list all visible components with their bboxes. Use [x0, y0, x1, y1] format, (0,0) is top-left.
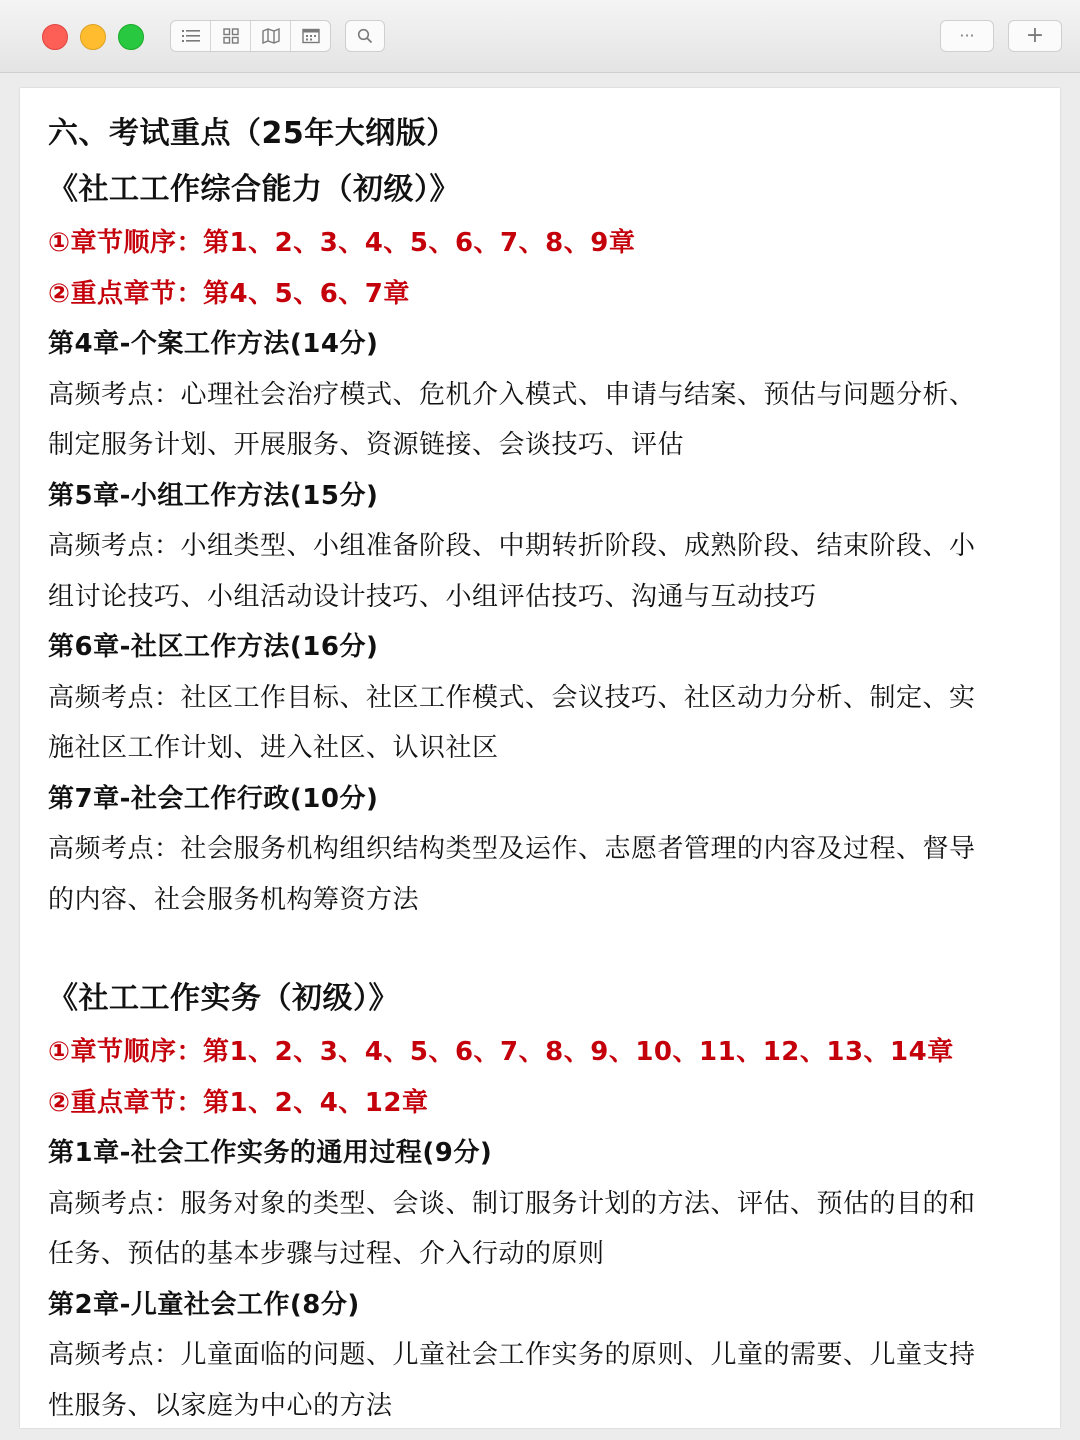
chapter-title: 第5章-小组工作方法(15分) — [48, 480, 379, 511]
more-icon: ··· — [959, 26, 975, 45]
plus-icon: + — [1025, 23, 1045, 48]
title-bar — [0, 0, 1080, 73]
grid-icon — [223, 28, 239, 44]
list-view-button[interactable] — [171, 21, 211, 51]
calendar-icon — [302, 28, 320, 44]
keypoints-line: 制定服务计划、开展服务、资源链接、会谈技巧、评估 — [48, 430, 685, 460]
view-switcher — [170, 20, 331, 52]
list-icon — [182, 29, 200, 43]
section-gap — [48, 925, 1038, 971]
chapter-title: 第4章-个案工作方法(14分) — [48, 329, 379, 359]
keypoints-line: 任务、预估的基本步骤与过程、介入行动的原则 — [48, 1239, 605, 1269]
search-icon — [357, 28, 373, 44]
calendar-view-button[interactable] — [291, 21, 330, 51]
minimize-window-button[interactable] — [80, 24, 106, 50]
keypoints-line: 组讨论技巧、小组活动设计技巧、小组评估技巧、沟通与互动技巧 — [48, 581, 817, 612]
chapter-title: 第6章-社区工作方法(16分) — [48, 632, 379, 662]
grid-view-button[interactable] — [211, 21, 251, 51]
keypoints-line: 高频考点：社会服务机构组织结构类型及运作、志愿者管理的内容及过程、督导 — [48, 834, 976, 864]
page-title: 六、考试重点（25年大纲版） — [48, 116, 457, 151]
section-practice — [48, 971, 1038, 1431]
book-title: 《社工工作实务（初级）》 — [48, 981, 399, 1016]
chapter-title: 第1章-社会工作实务的通用过程(9分) — [48, 1138, 493, 1168]
chapter-title: 第7章-社会工作行政(10分) — [48, 783, 379, 814]
add-button[interactable] — [1008, 20, 1062, 52]
map-icon — [262, 28, 280, 44]
keypoints-line: 高频考点：服务对象的类型、会谈、制订服务计划的方法、评估、预估的目的和 — [48, 1188, 976, 1219]
more-button[interactable] — [940, 20, 994, 52]
key-chapters: ②重点章节：第1、2、4、12章 — [48, 1087, 429, 1118]
note-content — [48, 106, 1038, 1431]
book-title: 《社工工作综合能力（初级）》 — [48, 172, 460, 207]
chapter-order: ①章节顺序：第1、2、3、4、5、6、7、8、9章 — [48, 228, 636, 258]
keypoints-line: 施社区工作计划、进入社区、认识社区 — [48, 733, 499, 763]
keypoints-line: 性服务、以家庭为中心的方法 — [48, 1390, 393, 1421]
note-page[interactable] — [20, 88, 1060, 1428]
chapter-title: 第2章-儿童社会工作(8分) — [48, 1289, 360, 1320]
keypoints-line: 的内容、社会服务机构筹资方法 — [48, 884, 420, 915]
section-comprehensive-ability — [48, 162, 1038, 925]
map-view-button[interactable] — [251, 21, 291, 51]
keypoints-line: 高频考点：小组类型、小组准备阶段、中期转折阶段、成熟阶段、结束阶段、小 — [48, 531, 976, 561]
key-chapters: ②重点章节：第4、5、6、7章 — [48, 278, 410, 309]
search-button[interactable] — [345, 20, 385, 52]
chapter-order: ①章节顺序：第1、2、3、4、5、6、7、8、9、10、11、12、13、14章 — [48, 1037, 954, 1067]
keypoints-line: 高频考点：社区工作目标、社区工作模式、会议技巧、社区动力分析、制定、实 — [48, 682, 976, 713]
zoom-window-button[interactable] — [118, 24, 144, 50]
close-window-button[interactable] — [42, 24, 68, 50]
keypoints-line: 高频考点：儿童面临的问题、儿童社会工作实务的原则、儿童的需要、儿童支持 — [48, 1340, 976, 1370]
keypoints-line: 高频考点：心理社会治疗模式、危机介入模式、申请与结案、预估与问题分析、 — [48, 379, 976, 410]
